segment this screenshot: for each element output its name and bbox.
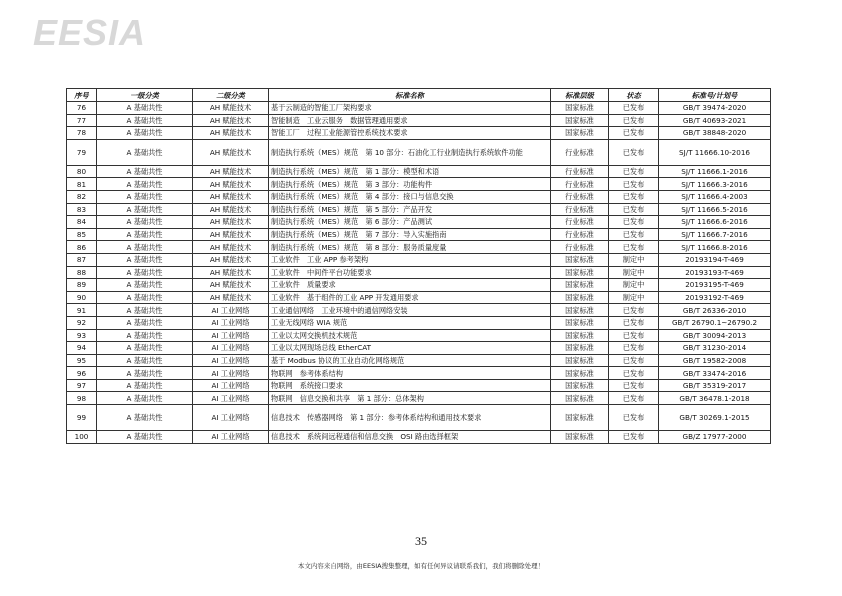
standard-level: 国家标准: [551, 431, 609, 444]
status: 制定中: [609, 253, 659, 266]
status: 制定中: [609, 291, 659, 304]
table-row: [67, 190, 771, 203]
status: 已发布: [609, 127, 659, 140]
row-index: 79: [67, 139, 97, 165]
standard-level: 行业标准: [551, 228, 609, 241]
standard-level: 国家标准: [551, 405, 609, 431]
secondary-category: AH 赋能技术: [193, 102, 269, 115]
standards-table: [66, 88, 771, 444]
standard-number: SJ/T 11666.6-2016: [659, 216, 771, 229]
standard-name: 工业软件 质量要求: [269, 279, 551, 292]
secondary-category: AH 赋能技术: [193, 139, 269, 165]
standard-name: 制造执行系统（MES）规范 第 4 部分：接口与信息交换: [269, 190, 551, 203]
row-index: 80: [67, 165, 97, 178]
secondary-category: AH 赋能技术: [193, 165, 269, 178]
row-index: 99: [67, 405, 97, 431]
standard-number: GB/T 19582-2008: [659, 354, 771, 367]
secondary-category: AH 赋能技术: [193, 228, 269, 241]
secondary-category: AH 赋能技术: [193, 178, 269, 191]
table-row: [67, 329, 771, 342]
table-header-row: [67, 89, 771, 102]
standard-level: 国家标准: [551, 114, 609, 127]
standard-number: 20193195-T-469: [659, 279, 771, 292]
standard-number: SJ/T 11666.5-2016: [659, 203, 771, 216]
primary-category: A 基础共性: [97, 139, 193, 165]
table-row: [67, 165, 771, 178]
standard-name: 智能工厂 过程工业能源管控系统技术要求: [269, 127, 551, 140]
table-row: [67, 291, 771, 304]
row-index: 83: [67, 203, 97, 216]
secondary-category: AI 工业网络: [193, 342, 269, 355]
secondary-category: AI 工业网络: [193, 431, 269, 444]
standard-number: GB/T 33474-2016: [659, 367, 771, 380]
primary-category: A 基础共性: [97, 379, 193, 392]
status: 已发布: [609, 354, 659, 367]
standard-name: 智能制造 工业云服务 数据管理通用要求: [269, 114, 551, 127]
standard-number: GB/T 31230-2014: [659, 342, 771, 355]
status: 已发布: [609, 367, 659, 380]
row-index: 90: [67, 291, 97, 304]
standard-number: GB/T 38848-2020: [659, 127, 771, 140]
secondary-category: AH 赋能技术: [193, 114, 269, 127]
eesia-logo: EESIA: [33, 12, 147, 53]
row-index: 94: [67, 342, 97, 355]
secondary-category: AI 工业网络: [193, 392, 269, 405]
primary-category: A 基础共性: [97, 367, 193, 380]
standard-level: 国家标准: [551, 279, 609, 292]
standard-level: 国家标准: [551, 266, 609, 279]
col-standard-number-header: 标准号/计划号: [659, 89, 771, 102]
primary-category: A 基础共性: [97, 228, 193, 241]
table-row: [67, 216, 771, 229]
standard-number: GB/T 36478.1-2018: [659, 392, 771, 405]
table-row: [67, 431, 771, 444]
standard-number: SJ/T 11666.1-2016: [659, 165, 771, 178]
row-index: 85: [67, 228, 97, 241]
col-standard-level-header: 标准层级: [551, 89, 609, 102]
footer-disclaimer: 本文内容来自网络，由EESIA搜集整理，如有任何异议请联系我们，我们将删除处理！: [297, 562, 545, 570]
row-index: 97: [67, 379, 97, 392]
primary-category: A 基础共性: [97, 431, 193, 444]
status: 制定中: [609, 279, 659, 292]
standard-name: 制造执行系统（MES）规范 第 10 部分：石油化工行业制造执行系统软件功能: [269, 139, 551, 165]
standard-level: 国家标准: [551, 329, 609, 342]
status: 已发布: [609, 329, 659, 342]
primary-category: A 基础共性: [97, 342, 193, 355]
col-status-header: 状态: [609, 89, 659, 102]
standard-name: 制造执行系统（MES）规范 第 8 部分：服务质量度量: [269, 241, 551, 254]
row-index: 100: [67, 431, 97, 444]
table-row: [67, 228, 771, 241]
standard-name: 工业软件 中间件平台功能要求: [269, 266, 551, 279]
primary-category: A 基础共性: [97, 291, 193, 304]
row-index: 89: [67, 279, 97, 292]
standard-level: 国家标准: [551, 291, 609, 304]
standard-level: 行业标准: [551, 139, 609, 165]
primary-category: A 基础共性: [97, 405, 193, 431]
table-row: [67, 392, 771, 405]
status: 已发布: [609, 241, 659, 254]
table-row: [67, 354, 771, 367]
secondary-category: AH 赋能技术: [193, 279, 269, 292]
status: 已发布: [609, 392, 659, 405]
row-index: 92: [67, 316, 97, 329]
standard-number: 20193193-T-469: [659, 266, 771, 279]
standard-level: 行业标准: [551, 190, 609, 203]
standard-name: 工业软件 工业 APP 参考架构: [269, 253, 551, 266]
secondary-category: AH 赋能技术: [193, 190, 269, 203]
status: 已发布: [609, 379, 659, 392]
secondary-category: AI 工业网络: [193, 379, 269, 392]
standard-name: 制造执行系统（MES）规范 第 6 部分：产品测试: [269, 216, 551, 229]
primary-category: A 基础共性: [97, 178, 193, 191]
table-row: [67, 304, 771, 317]
table-row: [67, 127, 771, 140]
standard-number: GB/T 39474-2020: [659, 102, 771, 115]
primary-category: A 基础共性: [97, 329, 193, 342]
row-index: 91: [67, 304, 97, 317]
standard-number: SJ/T 11666.3-2016: [659, 178, 771, 191]
table-row: [67, 316, 771, 329]
secondary-category: AH 赋能技术: [193, 216, 269, 229]
row-index: 76: [67, 102, 97, 115]
table-row: [67, 342, 771, 355]
table-row: [67, 266, 771, 279]
table-row: [67, 367, 771, 380]
secondary-category: AH 赋能技术: [193, 127, 269, 140]
table-row: [67, 178, 771, 191]
status: 已发布: [609, 114, 659, 127]
standard-level: 国家标准: [551, 102, 609, 115]
standard-number: SJ/T 11666.4-2003: [659, 190, 771, 203]
standard-name: 信息技术 传感器网络 第 1 部分：参考体系结构和通用技术要求: [269, 405, 551, 431]
secondary-category: AI 工业网络: [193, 354, 269, 367]
standard-name: 工业无线网络 WIA 规范: [269, 316, 551, 329]
standard-number: SJ/T 11666.10-2016: [659, 139, 771, 165]
row-index: 84: [67, 216, 97, 229]
secondary-category: AH 赋能技术: [193, 291, 269, 304]
standard-level: 国家标准: [551, 342, 609, 355]
standard-level: 国家标准: [551, 379, 609, 392]
status: 已发布: [609, 304, 659, 317]
table-row: [67, 379, 771, 392]
secondary-category: AI 工业网络: [193, 405, 269, 431]
standard-number: GB/T 30094-2013: [659, 329, 771, 342]
row-index: 77: [67, 114, 97, 127]
status: 已发布: [609, 316, 659, 329]
table-row: [67, 253, 771, 266]
standard-name: 工业以太网现场总线 EtherCAT: [269, 342, 551, 355]
standard-number: GB/T 40693-2021: [659, 114, 771, 127]
row-index: 96: [67, 367, 97, 380]
standard-name: 工业软件 基于组件的工业 APP 开发通用要求: [269, 291, 551, 304]
secondary-category: AH 赋能技术: [193, 266, 269, 279]
row-index: 81: [67, 178, 97, 191]
standard-name: 工业以太网交换机技术规范: [269, 329, 551, 342]
row-index: 78: [67, 127, 97, 140]
standard-level: 国家标准: [551, 127, 609, 140]
standard-name: 基于 Modbus 协议的工业自动化网络规范: [269, 354, 551, 367]
standard-name: 物联网 信息交换和共享 第 1 部分：总体架构: [269, 392, 551, 405]
primary-category: A 基础共性: [97, 127, 193, 140]
standard-name: 制造执行系统（MES）规范 第 7 部分：导入实施指南: [269, 228, 551, 241]
standard-name: 制造执行系统（MES）规范 第 1 部分：模型和术语: [269, 165, 551, 178]
table-row: [67, 405, 771, 431]
standard-level: 国家标准: [551, 392, 609, 405]
standard-name: 制造执行系统（MES）规范 第 5 部分：产品开发: [269, 203, 551, 216]
table-row: [67, 241, 771, 254]
secondary-category: AH 赋能技术: [193, 253, 269, 266]
status: 已发布: [609, 216, 659, 229]
standard-level: 行业标准: [551, 165, 609, 178]
row-index: 95: [67, 354, 97, 367]
row-index: 98: [67, 392, 97, 405]
secondary-category: AI 工业网络: [193, 316, 269, 329]
standard-level: 行业标准: [551, 241, 609, 254]
primary-category: A 基础共性: [97, 114, 193, 127]
standard-name: 物联网 系统接口要求: [269, 379, 551, 392]
standard-name: 信息技术 系统间远程通信和信息交换 OSI 路由选择框架: [269, 431, 551, 444]
standard-number: 20193192-T-469: [659, 291, 771, 304]
row-index: 87: [67, 253, 97, 266]
secondary-category: AI 工业网络: [193, 367, 269, 380]
page-number: 35: [415, 534, 427, 548]
standard-name: 制造执行系统（MES）规范 第 3 部分：功能构件: [269, 178, 551, 191]
primary-category: A 基础共性: [97, 304, 193, 317]
primary-category: A 基础共性: [97, 279, 193, 292]
standard-number: 20193194-T-469: [659, 253, 771, 266]
status: 已发布: [609, 228, 659, 241]
secondary-category: AI 工业网络: [193, 329, 269, 342]
standard-level: 行业标准: [551, 178, 609, 191]
standard-number: GB/Z 17977-2000: [659, 431, 771, 444]
standard-level: 国家标准: [551, 253, 609, 266]
primary-category: A 基础共性: [97, 392, 193, 405]
status: 已发布: [609, 203, 659, 216]
primary-category: A 基础共性: [97, 253, 193, 266]
secondary-category: AH 赋能技术: [193, 241, 269, 254]
primary-category: A 基础共性: [97, 102, 193, 115]
primary-category: A 基础共性: [97, 203, 193, 216]
row-index: 93: [67, 329, 97, 342]
row-index: 86: [67, 241, 97, 254]
col-secondary-category-header: 二级分类: [193, 89, 269, 102]
status: 已发布: [609, 342, 659, 355]
primary-category: A 基础共性: [97, 190, 193, 203]
status: 已发布: [609, 139, 659, 165]
table-row: [67, 279, 771, 292]
standard-level: 行业标准: [551, 216, 609, 229]
standard-number: GB/T 26336-2010: [659, 304, 771, 317]
status: 已发布: [609, 405, 659, 431]
standard-name: 工业通信网络 工业环境中的通信网络安装: [269, 304, 551, 317]
primary-category: A 基础共性: [97, 216, 193, 229]
status: 已发布: [609, 178, 659, 191]
row-index: 88: [67, 266, 97, 279]
primary-category: A 基础共性: [97, 354, 193, 367]
table-row: [67, 102, 771, 115]
standard-level: 国家标准: [551, 316, 609, 329]
standard-level: 国家标准: [551, 367, 609, 380]
primary-category: A 基础共性: [97, 165, 193, 178]
status: 已发布: [609, 431, 659, 444]
standard-number: SJ/T 11666.7-2016: [659, 228, 771, 241]
secondary-category: AH 赋能技术: [193, 203, 269, 216]
secondary-category: AI 工业网络: [193, 304, 269, 317]
col-standard-name-header: 标准名称: [269, 89, 551, 102]
standard-number: GB/T 30269.1-2015: [659, 405, 771, 431]
col-index-header: 序号: [67, 89, 97, 102]
standard-number: GB/T 26790.1~26790.2: [659, 316, 771, 329]
standard-level: 国家标准: [551, 354, 609, 367]
standard-name: 物联网 参考体系结构: [269, 367, 551, 380]
standard-level: 行业标准: [551, 203, 609, 216]
status: 已发布: [609, 102, 659, 115]
standard-number: GB/T 35319-2017: [659, 379, 771, 392]
standard-number: SJ/T 11666.8-2016: [659, 241, 771, 254]
status: 制定中: [609, 266, 659, 279]
table-row: [67, 114, 771, 127]
primary-category: A 基础共性: [97, 266, 193, 279]
status: 已发布: [609, 190, 659, 203]
table-row: [67, 139, 771, 165]
status: 已发布: [609, 165, 659, 178]
primary-category: A 基础共性: [97, 316, 193, 329]
table-row: [67, 203, 771, 216]
col-primary-category-header: 一级分类: [97, 89, 193, 102]
row-index: 82: [67, 190, 97, 203]
standard-name: 基于云制造的智能工厂架构要求: [269, 102, 551, 115]
primary-category: A 基础共性: [97, 241, 193, 254]
standard-level: 国家标准: [551, 304, 609, 317]
